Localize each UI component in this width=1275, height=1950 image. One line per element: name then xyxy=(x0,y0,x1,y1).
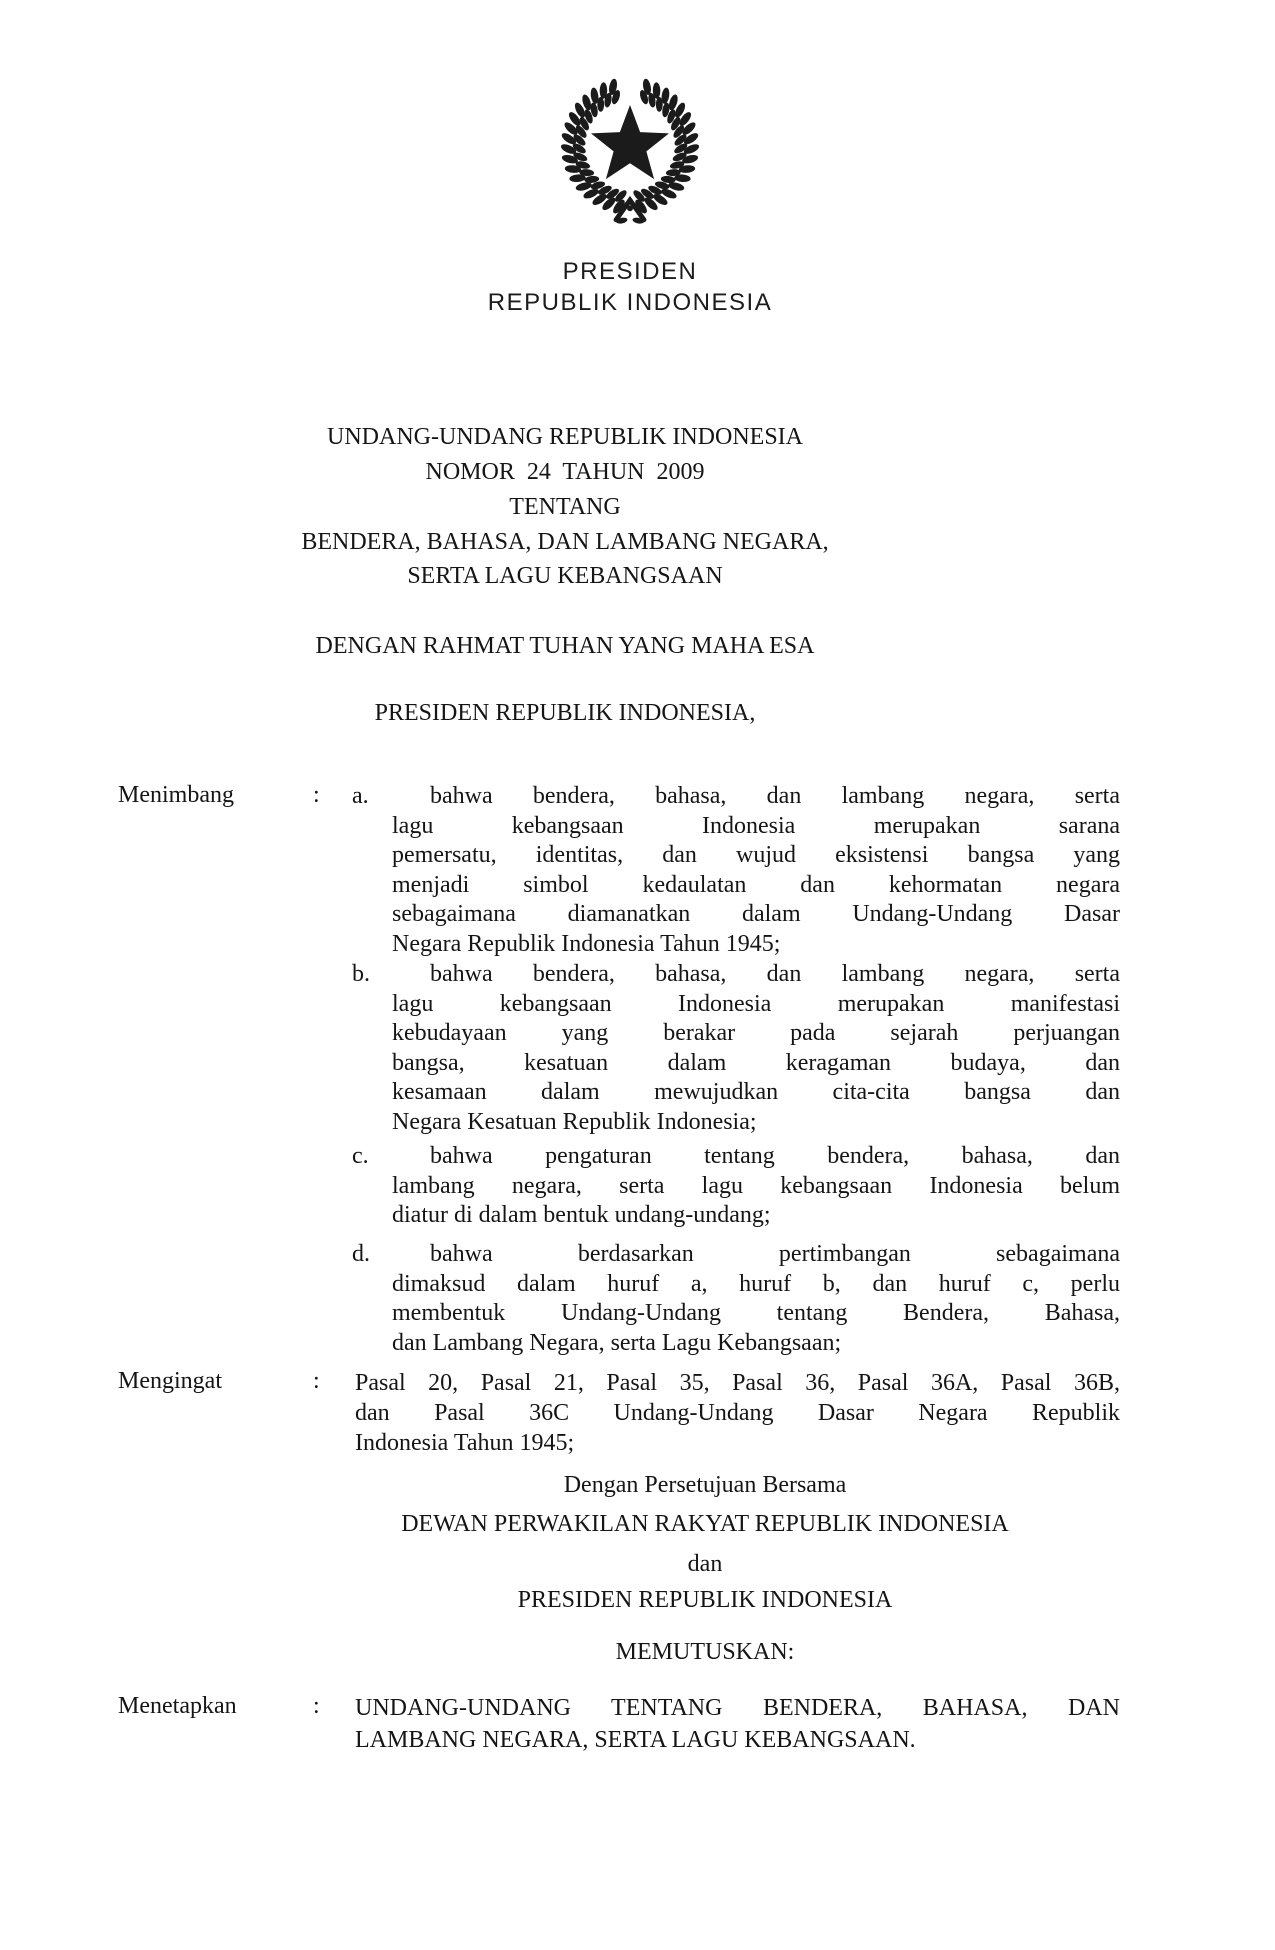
text-line: LAMBANG NEGARA, SERTA LAGU KEBANGSAAN. xyxy=(355,1726,916,1753)
menetapkan-body xyxy=(355,1693,1120,1756)
item-letter: d. xyxy=(352,1241,370,1267)
item-text xyxy=(392,1240,1120,1358)
agreement-dewan: DEWAN PERWAKILAN RAKYAT REPUBLIK INDONESIA xyxy=(401,1511,1009,1537)
text-line: bahwa berdasarkan pertimbangan sebagaimana xyxy=(430,1241,1120,1267)
title-line-tentang: TENTANG xyxy=(509,494,621,520)
letterhead-presiden: PRESIDEN xyxy=(562,258,698,285)
letterhead-republik-indonesia: REPUBLIK INDONESIA xyxy=(487,289,773,316)
text-line: bahwa bendera, bahasa, dan lambang negara, serta xyxy=(430,783,1120,809)
item-letter: a. xyxy=(352,783,369,809)
menetapkan-colon: : xyxy=(313,1693,320,1719)
text-line: menjadi simbol kedaulatan dan kehormatan negara xyxy=(392,871,1120,898)
consideration-item-d xyxy=(352,1240,1120,1358)
text-line: dan Pasal 36C Undang-Undang Dasar Negara Republik xyxy=(355,1400,1120,1426)
item-letter: c. xyxy=(352,1143,369,1169)
text-line: Pasal 20, Pasal 21, Pasal 35, Pasal 36, Pasal 36A, Pasal 36B, xyxy=(355,1370,1120,1396)
text-line: bahwa bendera, bahasa, dan lambang negara, serta xyxy=(430,961,1120,987)
memutuskan-heading: MEMUTUSKAN: xyxy=(615,1639,795,1665)
text-line: Negara Republik Indonesia Tahun 1945; xyxy=(392,930,781,957)
item-letter: b. xyxy=(352,961,370,987)
consideration-item-a xyxy=(352,782,1120,959)
consideration-item-b xyxy=(352,960,1120,1137)
text-line: bangsa, kesatuan dalam keragaman budaya, dan xyxy=(392,1049,1120,1076)
text-line: lagu kebangsaan Indonesia merupakan sarana xyxy=(392,812,1120,839)
item-text xyxy=(392,1142,1120,1231)
presidential-star-wreath-emblem-icon xyxy=(548,64,712,228)
menimbang-label: Menimbang xyxy=(118,782,234,808)
title-line-undang-undang: UNDANG-UNDANG REPUBLIK INDONESIA xyxy=(327,424,803,450)
text-line: kesamaan dalam mewujudkan cita-cita bangsa dan xyxy=(392,1079,1120,1105)
title-line-subject-1: BENDERA, BAHASA, DAN LAMBANG NEGARA, xyxy=(301,529,829,555)
agreement-dan: dan xyxy=(687,1551,723,1577)
invocation-presiden: PRESIDEN REPUBLIK INDONESIA, xyxy=(374,700,756,726)
menetapkan-label: Menetapkan xyxy=(118,1693,237,1719)
text-line: pemersatu, identitas, dan wujud eksistensi bangsa yang xyxy=(392,842,1120,868)
mengingat-colon: : xyxy=(313,1368,320,1394)
text-line: membentuk Undang-Undang tentang Bendera, Bahasa, xyxy=(392,1300,1120,1326)
mengingat-body xyxy=(355,1368,1120,1458)
agreement-presiden: PRESIDEN REPUBLIK INDONESIA xyxy=(517,1587,893,1613)
text-line: kebudayaan yang berakar pada sejarah perjuangan xyxy=(392,1020,1120,1046)
menimbang-colon: : xyxy=(313,782,320,808)
text-line: lambang negara, serta lagu kebangsaan Indonesia belum xyxy=(392,1172,1120,1199)
invocation-rahmat: DENGAN RAHMAT TUHAN YANG MAHA ESA xyxy=(315,633,815,659)
title-line-subject-2: SERTA LAGU KEBANGSAAN xyxy=(407,563,723,589)
text-line: bahwa pengaturan tentang bendera, bahasa, dan xyxy=(430,1143,1120,1169)
text-line: sebagaimana diamanatkan dalam Undang-Undang Dasar xyxy=(392,901,1120,927)
text-line: Indonesia Tahun 1945; xyxy=(355,1430,575,1456)
text-line: lagu kebangsaan Indonesia merupakan manifestasi xyxy=(392,990,1120,1017)
text-line: dan Lambang Negara, serta Lagu Kebangsaan; xyxy=(392,1329,842,1356)
text-line: dimaksud dalam huruf a, huruf b, dan huruf c, perlu xyxy=(392,1270,1120,1297)
item-text xyxy=(392,960,1120,1137)
title-line-nomor-tahun: NOMOR 24 TAHUN 2009 xyxy=(425,459,705,485)
mengingat-label: Mengingat xyxy=(118,1368,222,1394)
text-line: diatur di dalam bentuk undang-undang; xyxy=(392,1202,771,1228)
text-line: UNDANG-UNDANG TENTANG BENDERA, BAHASA, DAN xyxy=(355,1695,1120,1721)
agreement-persetujuan: Dengan Persetujuan Bersama xyxy=(563,1472,847,1498)
text-line: Negara Kesatuan Republik Indonesia; xyxy=(392,1108,757,1135)
item-text xyxy=(392,782,1120,959)
consideration-item-c xyxy=(352,1142,1120,1231)
